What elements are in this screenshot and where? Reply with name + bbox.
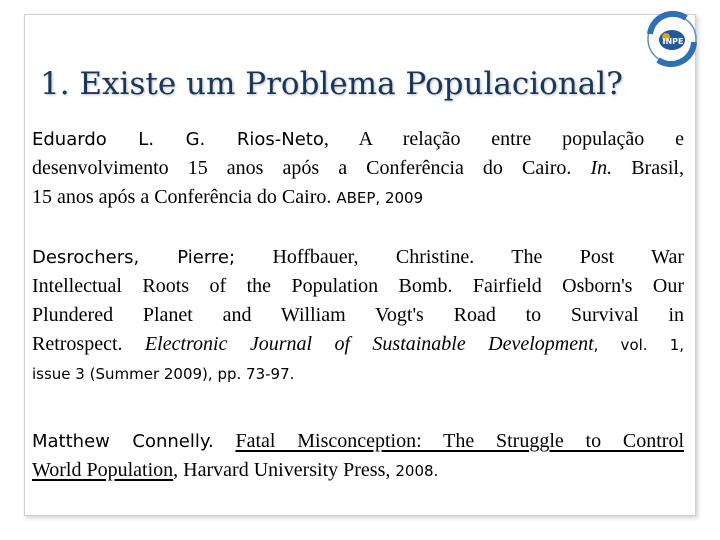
reference-title: World Population <box>32 459 174 481</box>
slide-title: 1. Existe um Problema Populacional? <box>40 66 623 102</box>
reference-publisher: ABEP, 2009 <box>336 189 424 207</box>
reference-rios-neto <box>32 125 684 213</box>
reference-desrochers <box>32 243 684 389</box>
inpe-logo-icon <box>642 10 702 68</box>
reference-connelly <box>32 427 684 486</box>
reference-coauthor: Hoffbauer, Christine <box>272 246 470 268</box>
reference-line: World Population, Harvard University Press, 2008. <box>32 459 439 481</box>
reference-journal: Electronic Journal of Sustainable Development <box>144 333 594 355</box>
reference-line: Plundered Planet and William Vogt's Road to Survival in <box>32 304 684 326</box>
reference-author: Matthew Connelly. <box>32 431 214 452</box>
reference-line: issue 3 (Summer 2009), pp. 73-97. <box>32 365 295 383</box>
reference-line: Desrochers, Pierre; Hoffbauer, Christine. The Post War <box>32 246 684 268</box>
reference-title: Fatal Misconception: The Struggle to Control <box>235 430 684 452</box>
reference-line: desenvolvimento 15 anos após a Conferência do Cairo. In. Brasil, <box>32 157 684 179</box>
reference-line: 15 anos após a Conferência do Cairo. ABEP, 2009 <box>32 186 424 208</box>
reference-author: Desrochers, Pierre; <box>32 247 236 268</box>
reference-line: Intellectual Roots of the Population Bomb. Fairfield Osborn's Our <box>32 275 684 297</box>
reference-line: Retrospect. Electronic Journal of Sustainable Development, vol. 1, <box>32 333 685 355</box>
reference-line: Eduardo L. G. Rios-Neto, A relação entre população e <box>32 128 684 150</box>
reference-line <box>32 427 684 456</box>
svg-text:INPE: INPE <box>662 37 684 46</box>
reference-author: Eduardo L. G. Rios-Neto <box>32 129 324 150</box>
